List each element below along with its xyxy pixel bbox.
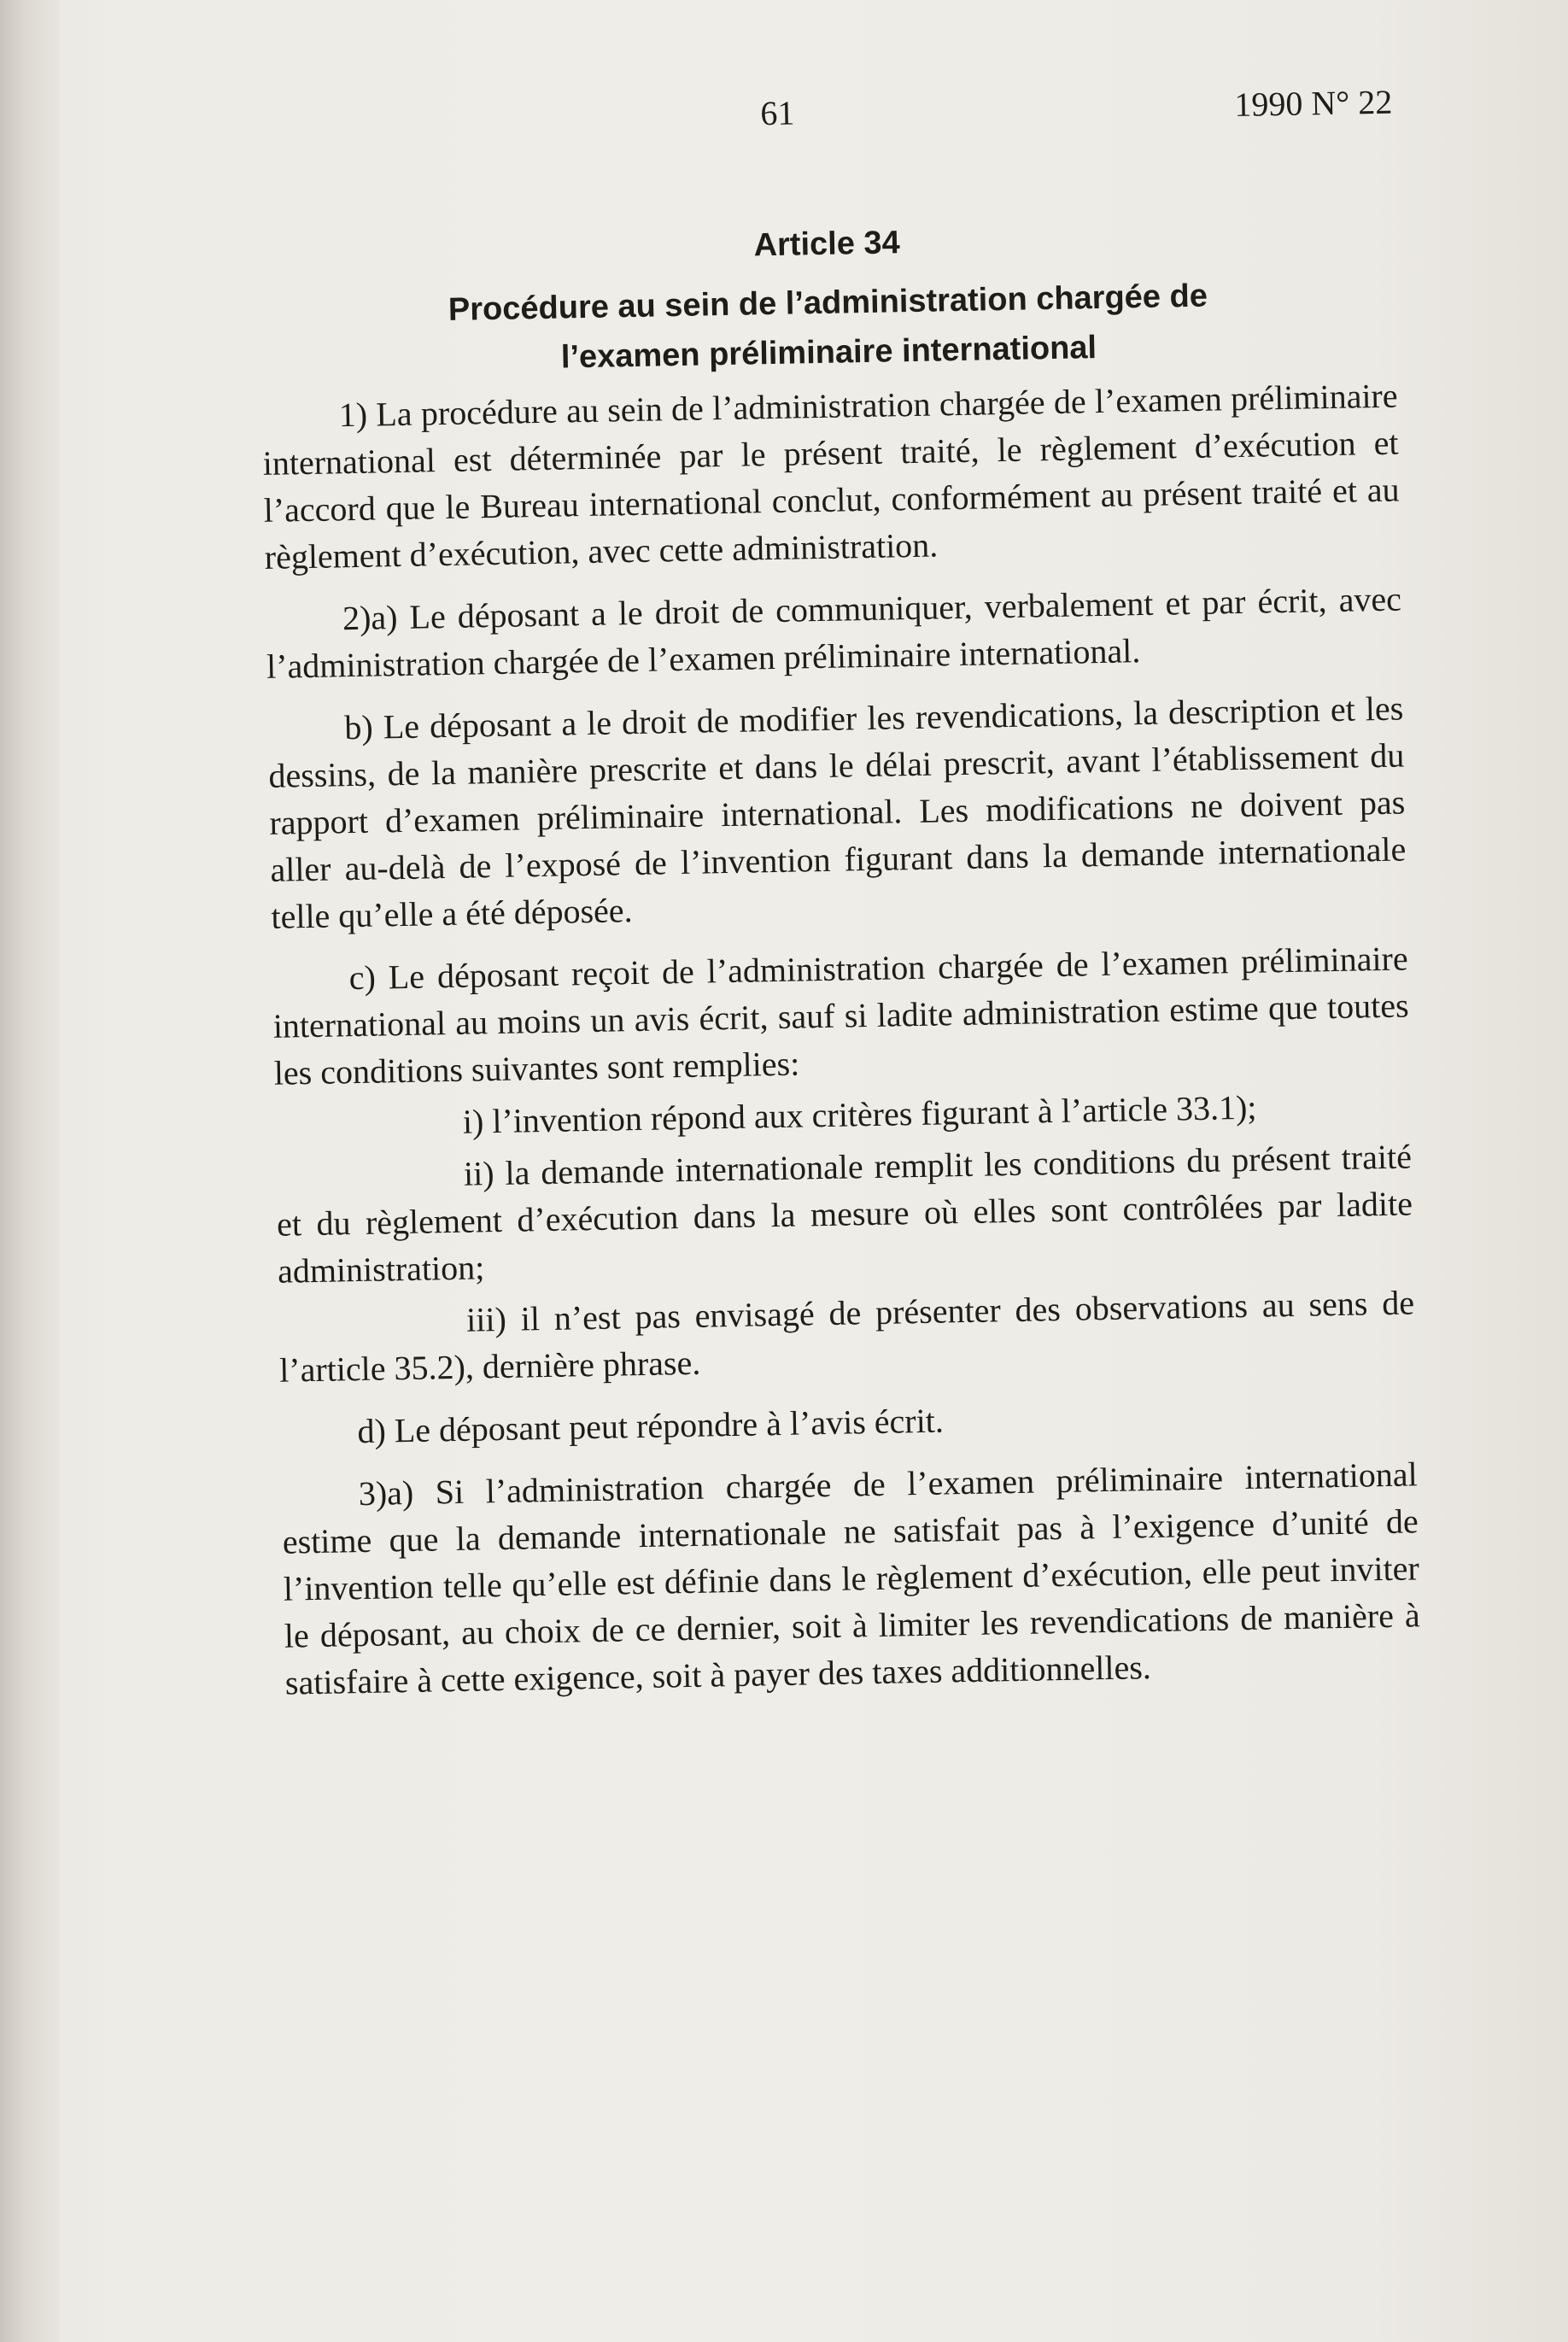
page-content (256, 82, 1421, 1707)
condition-iii: iii) il n’est pas envisagé de présenter des observations au sens de l’article 35.2), dernière phrase. (278, 1283, 1415, 1390)
condition-i: i) l’invention répond aux critères figurant à l’article 33.1); (462, 1087, 1257, 1141)
issue-label: 1990 N° 22 (1233, 82, 1393, 125)
condition-ii: ii) la demande internationale remplit les conditions du présent traité et du règlement d’exécution dans la mesure où elles sont contrôlées par ladite administration; (276, 1137, 1413, 1291)
book-gutter (0, 0, 60, 2342)
running-head (256, 82, 1393, 162)
paragraph-1: 1) La procédure au sein de l’administration chargée de l’examen préliminaire international est déterminée par le présent traité, le règlement d’exécution et l’accord que le Bureau international conclut, conformément au présent traité et au règlement d’exécution, avec cette administration. (262, 376, 1400, 577)
article-number: Article 34 (753, 225, 901, 264)
paragraph-2a: 2)a) Le déposant a le droit de communiquer, verbalement et par écrit, avec l’administration chargée de l’examen préliminaire international. (266, 579, 1402, 686)
page-number: 61 (759, 93, 795, 133)
paragraph-3a: 3)a) Si l’administration chargée de l’examen préliminaire international estime que la demande internationale ne satisfait pas à l’exigence d’unité de l’invention telle qu’elle est définie dans le règlement d’exécution, elle peut inviter le déposant, au choix de ce dernier, soit à limiter les revendications de manière à satisfaire à cette exigence, soit à payer des taxes additionnelles. (282, 1455, 1421, 1702)
paragraph-2b: b) Le déposant a le droit de modifier les revendications, la description et les dessins, de la manière prescrite et dans le délai prescrit, avant l’établissement du rapport d’examen préliminaire international. Les modifications ne doivent pas aller au-delà de l’exposé de l’invention figurant dans la demande internationale telle qu’elle a été déposée. (268, 688, 1407, 936)
article-heading: Procédure au sein de l’administration chargée de l’examen préliminaire international (448, 278, 1208, 376)
paragraph-2d: d) Le déposant peut répondre à l’avis écrit. (357, 1401, 945, 1451)
paragraph-2c: c) Le déposant reçoit de l’administration chargée de l’examen préliminaire international au moins un avis écrit, sauf si ladite administration estime que toutes les conditions suivantes sont remplies: (272, 939, 1410, 1092)
